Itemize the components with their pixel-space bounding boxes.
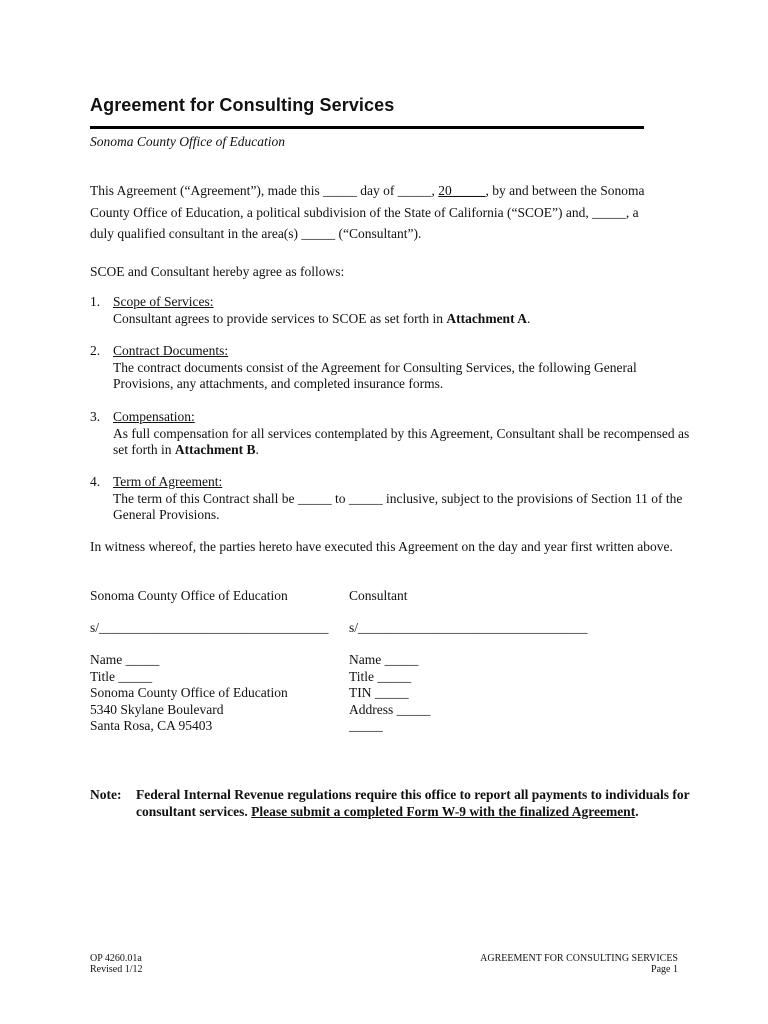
form-number: OP 4260.01a	[90, 953, 142, 964]
intro-line-3: duly qualified consultant in the area(s) _____ (“Consultant”).	[90, 226, 422, 241]
section-heading: Scope of Services:	[113, 294, 214, 309]
footer-page-info	[480, 953, 678, 975]
section-contract-documents	[90, 343, 690, 393]
signature-block-consultant	[349, 588, 599, 735]
witness-clause: In witness whereof, the parties hereto have executed this Agreement on the day and year first written above.	[90, 539, 673, 554]
section-term-of-agreement	[90, 474, 690, 524]
document-title: Agreement for Consulting Services	[90, 95, 395, 115]
attachment-a-ref: Attachment A	[446, 310, 527, 326]
signer-name: Name _____	[90, 652, 160, 667]
org-name: Sonoma County Office of Education	[90, 685, 288, 700]
signature-block-scoe	[90, 588, 340, 735]
section-number: 2.	[90, 343, 101, 358]
tin-field: TIN _____	[349, 685, 409, 700]
street-address: 5340 Skylane Boulevard	[90, 701, 224, 717]
title-divider	[90, 126, 644, 129]
address-field: Address _____	[349, 701, 431, 717]
agree-statement: SCOE and Consultant hereby agree as follows:	[90, 264, 345, 279]
intro-paragraph	[90, 180, 690, 245]
signer-name: Name _____	[349, 652, 419, 667]
section-text: The contract documents consist of the Agreement for Consulting Services, the following General Provisions, any attachments, and completed insurance forms.	[113, 359, 637, 391]
party-name: Sonoma County Office of Education	[90, 588, 288, 603]
revision-date: Revised 1/12	[90, 964, 143, 975]
signer-title: Title _____	[349, 668, 412, 684]
section-heading: Contract Documents:	[113, 343, 229, 358]
intro-line-2: County Office of Education, a political subdivision of the State of California (“SCOE”) and, _____, a	[90, 204, 639, 220]
section-scope-of-services	[90, 294, 690, 327]
w9-note	[90, 786, 690, 820]
intro-line-1-end: , by and between the Sonoma	[485, 183, 645, 198]
w9-instruction: Please submit a completed Form W-9 with the finalized Agreement	[251, 804, 636, 819]
page-number: Page 1	[651, 964, 678, 975]
footer-form-id	[90, 953, 143, 975]
section-heading: Compensation:	[113, 409, 195, 424]
section-text: As full compensation for all services contemplated by this Agreement, Consultant shall be recompensed as set forth in Attachment B.	[113, 425, 690, 457]
section-compensation	[90, 409, 690, 459]
section-number: 3.	[90, 409, 101, 424]
note-body: Federal Internal Revenue regulations require this office to report all payments to individuals for consultant services. Please submit a completed Form W-9 with the finalized Agreement.	[136, 787, 690, 819]
signature-line: s/__________________________________	[349, 619, 588, 635]
signer-title: Title _____	[90, 668, 153, 684]
note-label: Note:	[90, 787, 122, 802]
section-text: Consultant agrees to provide services to SCOE as set forth in Attachment A.	[113, 310, 531, 326]
signature-line: s/__________________________________	[90, 619, 329, 635]
intro-year-blank: 20_____	[438, 183, 486, 198]
section-text: The term of this Contract shall be _____ to _____ inclusive, subject to the provisions of Section 11 of the General Provisions.	[113, 490, 683, 522]
organization-subtitle: Sonoma County Office of Education	[90, 134, 285, 149]
section-number: 4.	[90, 474, 101, 489]
footer-doc-title: AGREEMENT FOR CONSULTING SERVICES	[480, 953, 678, 964]
party-name: Consultant	[349, 588, 408, 603]
section-heading: Term of Agreement:	[113, 474, 223, 489]
address-field-line-2: _____	[349, 718, 383, 733]
intro-line-1: This Agreement (“Agreement”), made this _____ day of _____,	[90, 183, 435, 198]
city-state-zip: Santa Rosa, CA 95403	[90, 718, 213, 733]
section-number: 1.	[90, 294, 101, 309]
attachment-b-ref: Attachment B	[174, 442, 256, 457]
